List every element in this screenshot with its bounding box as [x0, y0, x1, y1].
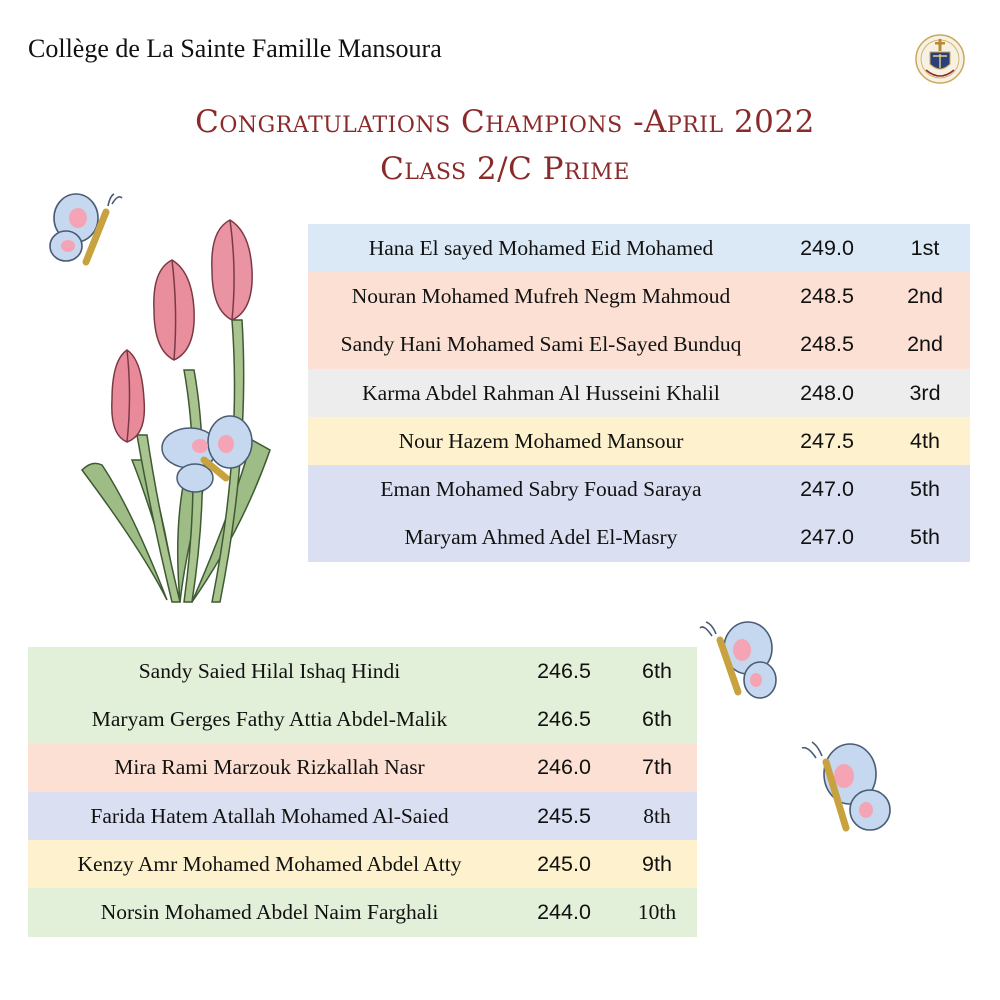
student-score: 245.5	[537, 803, 591, 828]
butterfly-icon	[800, 740, 896, 836]
student-rank: 6th	[642, 658, 672, 683]
class-subtitle: Class 2/C Prime	[380, 151, 630, 187]
student-name: Hana El sayed Mohamed Eid Mohamed	[368, 235, 714, 260]
table-row	[308, 465, 970, 513]
table-row	[28, 792, 697, 840]
champions-table-top	[308, 224, 970, 562]
student-name: Eman Mohamed Sabry Fouad Saraya	[380, 477, 702, 502]
student-score: 246.0	[537, 755, 591, 780]
table-row	[308, 272, 970, 320]
student-rank: 4th	[910, 428, 940, 453]
student-name: Sandy Saied Hilal Ishaq Hindi	[138, 658, 401, 683]
table-row	[28, 888, 697, 936]
student-name: Mira Rami Marzouk Rizkallah Nasr	[114, 755, 425, 780]
student-score: 247.5	[800, 428, 854, 453]
student-rank: 2nd	[907, 332, 943, 357]
student-rank: 3rd	[909, 380, 941, 405]
student-name: Maryam Gerges Fathy Attia Abdel-Malik	[91, 706, 448, 731]
student-rank: 7th	[642, 755, 672, 780]
student-score: 245.0	[537, 851, 591, 876]
student-score: 244.0	[537, 900, 591, 925]
student-name: Norsin Mohamed Abdel Naim Farghali	[100, 900, 439, 925]
student-rank: 6th	[642, 706, 672, 731]
student-rank: 10th	[637, 900, 677, 925]
student-rank: 2nd	[907, 283, 943, 308]
student-rank: 8th	[643, 803, 671, 828]
student-score: 246.5	[537, 658, 591, 683]
student-rank: 5th	[910, 477, 940, 502]
student-score: 247.0	[800, 477, 854, 502]
student-score: 248.0	[800, 380, 854, 405]
page-title: Congratulations Champions -April 2022	[195, 104, 815, 140]
student-name: Maryam Ahmed Adel El-Masry	[404, 525, 678, 550]
table-row	[28, 840, 697, 888]
student-name: Sandy Hani Mohamed Sami El-Sayed Bunduq	[340, 332, 742, 357]
student-score: 249.0	[800, 235, 854, 260]
table-row	[28, 744, 697, 792]
table-row	[308, 369, 970, 417]
student-rank: 5th	[910, 525, 940, 550]
student-rank: 9th	[642, 851, 672, 876]
student-name: Karma Abdel Rahman Al Husseini Khalil	[362, 380, 720, 405]
student-score: 248.5	[800, 283, 854, 308]
student-name: Kenzy Amr Mohamed Mohamed Abdel Atty	[77, 851, 462, 876]
table-row	[28, 695, 697, 743]
student-score: 246.5	[537, 706, 591, 731]
butterfly-icon	[48, 192, 132, 274]
student-name: Nour Hazem Mohamed Mansour	[398, 428, 684, 453]
student-name: Nouran Mohamed Mufreh Negm Mahmoud	[351, 283, 731, 308]
table-row	[308, 417, 970, 465]
student-rank: 1st	[910, 235, 940, 260]
school-crest-icon	[914, 30, 966, 88]
butterfly-icon	[698, 618, 784, 706]
table-row	[308, 224, 970, 272]
student-score: 248.5	[800, 332, 854, 357]
table-row	[308, 514, 970, 562]
table-row	[28, 647, 697, 695]
school-name: Collège de La Sainte Famille Mansoura	[28, 34, 442, 63]
student-name: Farida Hatem Atallah Mohamed Al-Saied	[90, 803, 449, 828]
table-row	[308, 321, 970, 369]
champions-table-bottom	[28, 647, 697, 937]
student-score: 247.0	[800, 525, 854, 550]
